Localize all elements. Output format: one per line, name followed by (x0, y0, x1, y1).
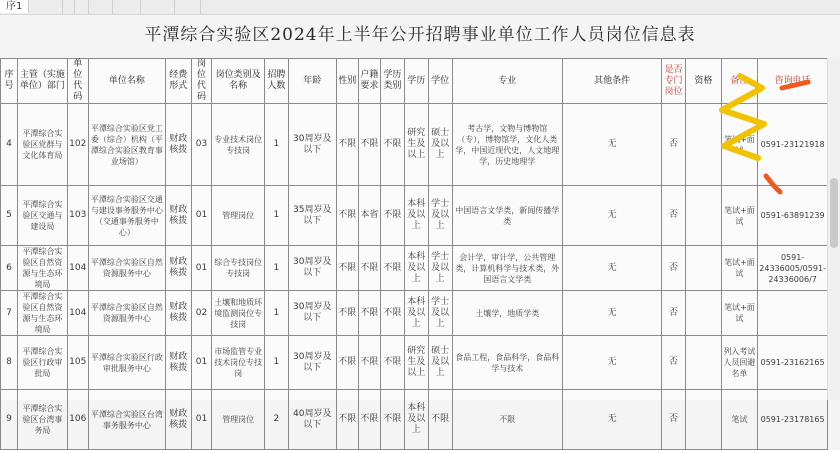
cell-hukou[interactable]: 不限 (358, 390, 380, 450)
column-divider (74, 0, 75, 14)
cell-hukou[interactable]: 本省 (358, 186, 380, 246)
cell-no[interactable]: 9 (1, 390, 18, 450)
cell-code[interactable]: 104 (67, 291, 88, 336)
cell-dept[interactable]: 平潭综合实验区自然资源与生态环境局 (18, 246, 68, 291)
cell-no[interactable]: 4 (1, 104, 18, 186)
cell-other[interactable]: 无 (563, 186, 662, 246)
cell-major[interactable]: 会计学，审计学，公共管理类，计算机科学与技术类，外国语言文学类 (452, 246, 563, 291)
cell-num[interactable]: 1 (264, 291, 288, 336)
header-cell[interactable]: 序号 (1, 59, 18, 104)
cell-sex[interactable]: 不限 (336, 104, 358, 186)
cell-post[interactable]: 01 (191, 390, 212, 450)
job-info-table (0, 58, 828, 450)
cell-post-name[interactable]: 管理岗位 (212, 390, 265, 450)
column-divider (174, 0, 175, 14)
cell-other[interactable]: 无 (563, 291, 662, 336)
cell-phone[interactable]: 0591-24336005/0591-24336006/7 (758, 246, 828, 291)
cell-phone[interactable]: 0591-23162165 (758, 336, 828, 390)
cell-remark[interactable]: 笔试+面试 (721, 246, 758, 291)
cell-fund[interactable]: 财政核拨 (166, 336, 192, 390)
cell-hukou[interactable]: 不限 (358, 246, 380, 291)
header-cell[interactable]: 岗位类别及名称 (212, 59, 265, 104)
cell-edu-type[interactable]: 不限 (381, 291, 405, 336)
spreadsheet (0, 58, 828, 435)
cell-dept[interactable]: 平潭综合实验区行政审批局 (18, 336, 68, 390)
cell-sex[interactable]: 不限 (336, 186, 358, 246)
header-cell[interactable]: 学历 (404, 59, 428, 104)
cell-post[interactable]: 02 (191, 291, 212, 336)
cell-qual[interactable] (685, 186, 721, 246)
cell-fund[interactable]: 财政核拨 (166, 390, 192, 450)
cell-degree[interactable]: 硕士及以上 (428, 336, 452, 390)
cell-edu-type[interactable]: 不限 (381, 246, 405, 291)
cell-post-name[interactable]: 市场监管专业技术岗位专技岗 (212, 336, 265, 390)
cell-qual[interactable] (685, 104, 721, 186)
header-cell[interactable]: 备注 (721, 59, 758, 104)
cell-hukou[interactable]: 不限 (358, 104, 380, 186)
column-divider (200, 0, 201, 14)
cell-age[interactable]: 40周岁及以下 (288, 390, 336, 450)
table-row[interactable] (1, 390, 828, 450)
cell-major[interactable]: 不限 (452, 390, 563, 450)
table-row[interactable] (1, 104, 828, 186)
header-cell[interactable]: 岗位代码 (191, 59, 212, 104)
header-cell[interactable]: 年龄 (288, 59, 336, 104)
cell-edu[interactable]: 本科及以上 (404, 246, 428, 291)
cell-hukou[interactable]: 不限 (358, 336, 380, 390)
table-row[interactable] (1, 336, 828, 390)
cell-edu[interactable]: 本科及以上 (404, 186, 428, 246)
cell-phone[interactable]: 0591-23121918 (758, 104, 828, 186)
table-row[interactable] (1, 246, 828, 291)
cell-num[interactable]: 1 (264, 336, 288, 390)
cell-qual[interactable] (685, 246, 721, 291)
header-cell[interactable]: 经费形式 (166, 59, 192, 104)
cell-num[interactable]: 2 (264, 390, 288, 450)
cell-post[interactable]: 01 (191, 246, 212, 291)
header-cell[interactable]: 招聘人数 (264, 59, 288, 104)
cell-special[interactable]: 否 (662, 104, 686, 186)
cell-special[interactable]: 否 (662, 246, 686, 291)
cell-age[interactable]: 30周岁及以下 (288, 336, 336, 390)
cell-remark[interactable]: 笔试+面试 (721, 104, 758, 186)
cell-edu-type[interactable]: 不限 (381, 186, 405, 246)
header-cell[interactable]: 户籍要求 (358, 59, 380, 104)
cell-special[interactable]: 否 (662, 291, 686, 336)
cell-fund[interactable]: 财政核拨 (166, 186, 192, 246)
cell-code[interactable]: 103 (67, 186, 88, 246)
cell-unit[interactable]: 平潭综合实验区自然资源服务中心 (88, 291, 165, 336)
cell-no[interactable]: 5 (1, 186, 18, 246)
cell-degree[interactable]: 学士及以上 (428, 246, 452, 291)
cell-post[interactable]: 01 (191, 186, 212, 246)
cell-reference-box[interactable]: 序1 (0, 0, 29, 13)
cell-special[interactable]: 否 (662, 390, 686, 450)
cell-dept[interactable]: 平潭综合实验区自然资源与生态环境局 (18, 291, 68, 336)
cell-unit[interactable]: 平潭综合实验区自然资源服务中心 (88, 246, 165, 291)
cell-post[interactable]: 01 (191, 336, 212, 390)
cell-no[interactable]: 8 (1, 336, 18, 390)
cell-special[interactable]: 否 (662, 186, 686, 246)
header-cell[interactable]: 性别 (336, 59, 358, 104)
column-divider (62, 0, 63, 14)
vertical-scrollbar[interactable] (827, 58, 840, 400)
header-cell[interactable]: 学位 (428, 59, 452, 104)
cell-remark[interactable]: 列入考试人员回避名单 (721, 336, 758, 390)
cell-remark[interactable]: 笔试 (721, 390, 758, 450)
header-cell[interactable]: 其他条件 (563, 59, 662, 104)
header-cell[interactable]: 主管（实施单位）部门 (18, 59, 68, 104)
column-divider (112, 0, 113, 14)
cell-other[interactable]: 无 (563, 336, 662, 390)
column-divider (88, 0, 89, 14)
cell-no[interactable]: 6 (1, 246, 18, 291)
cell-degree[interactable]: 学士及以上 (428, 186, 452, 246)
cell-other[interactable]: 无 (563, 390, 662, 450)
header-cell[interactable]: 单位名称 (88, 59, 165, 104)
cell-unit[interactable]: 平潭综合实验区台湾事务服务中心 (88, 390, 165, 450)
page-title: 平潭综合实验区2024年上半年公开招聘事业单位工作人员岗位信息表 (144, 25, 696, 45)
cell-phone[interactable]: 0591-63891239 (758, 186, 828, 246)
cell-major[interactable]: 中国语言文学类，新闻传播学类 (452, 186, 563, 246)
cell-edu-type[interactable]: 不限 (381, 104, 405, 186)
cell-code[interactable]: 104 (67, 246, 88, 291)
cell-edu[interactable]: 本科及以上 (404, 291, 428, 336)
cell-qual[interactable] (685, 291, 721, 336)
cell-phone[interactable] (758, 291, 828, 336)
cell-degree[interactable]: 学士及以上 (428, 291, 452, 336)
cell-sex[interactable]: 不限 (336, 336, 358, 390)
cell-edu[interactable]: 本科及以上 (404, 390, 428, 450)
cell-edu-type[interactable]: 不限 (381, 336, 405, 390)
cell-age[interactable]: 35周岁及以下 (288, 186, 336, 246)
cell-major[interactable]: 土壤学，地质学类 (452, 291, 563, 336)
cell-unit[interactable]: 平潭综合实验区交通与建设事务服务中心（交通事务服务中心） (88, 186, 165, 246)
cell-age[interactable]: 30周岁及以下 (288, 246, 336, 291)
cell-no[interactable]: 7 (1, 291, 18, 336)
cell-special[interactable]: 否 (662, 336, 686, 390)
cell-major[interactable]: 考古学，文物与博物馆（专），博物馆学，文化人类学，中国近现代史，人文地理学，历史地理学 (452, 104, 563, 186)
cell-age[interactable]: 30周岁及以下 (288, 104, 336, 186)
cell-fund[interactable]: 财政核拨 (166, 104, 192, 186)
column-divider (140, 0, 141, 14)
formula-bar (0, 0, 840, 15)
cell-degree[interactable]: 不限 (428, 390, 452, 450)
cell-edu[interactable]: 研究生及以上 (404, 336, 428, 390)
cell-unit[interactable]: 平潭综合实验区行政审批服务中心 (88, 336, 165, 390)
cell-unit[interactable]: 平潭综合实验区党工委（综合）机构（平潭综合实验区教育事业场馆） (88, 104, 165, 186)
cell-qual[interactable] (685, 390, 721, 450)
cell-remark[interactable]: 笔试+面试 (721, 291, 758, 336)
cell-fund[interactable]: 财政核拨 (166, 246, 192, 291)
table-header-row (1, 59, 828, 104)
cell-other[interactable]: 无 (563, 246, 662, 291)
cell-code[interactable]: 102 (67, 104, 88, 186)
cell-hukou[interactable]: 不限 (358, 291, 380, 336)
cell-post-name[interactable]: 专业技术岗位专技岗 (212, 104, 265, 186)
table-row[interactable] (1, 291, 828, 336)
header-cell[interactable]: 学历类别 (381, 59, 405, 104)
cell-num[interactable]: 1 (264, 104, 288, 186)
cell-post-name[interactable]: 综合专技岗位专技岗 (212, 246, 265, 291)
header-cell[interactable]: 是否专门岗位 (662, 59, 686, 104)
cell-edu[interactable]: 研究生及以上 (404, 104, 428, 186)
cell-dept[interactable]: 平潭综合实验区交通与建设局 (18, 186, 68, 246)
cell-edu-type[interactable]: 不限 (381, 390, 405, 450)
cell-num[interactable]: 1 (264, 246, 288, 291)
header-cell[interactable]: 专业 (452, 59, 563, 104)
cell-age[interactable]: 30周岁及以下 (288, 291, 336, 336)
cell-dept[interactable]: 平潭综合实验区台湾事务局 (18, 390, 68, 450)
header-cell[interactable]: 资格 (685, 59, 721, 104)
cell-degree[interactable]: 硕士及以上 (428, 104, 452, 186)
cell-post-name[interactable]: 管理岗位 (212, 186, 265, 246)
scrollbar-thumb[interactable] (830, 178, 838, 248)
table-row[interactable] (1, 186, 828, 246)
cell-sex[interactable]: 不限 (336, 291, 358, 336)
cell-qual[interactable] (685, 336, 721, 390)
cell-code[interactable]: 106 (67, 390, 88, 450)
cell-code[interactable]: 105 (67, 336, 88, 390)
cell-dept[interactable]: 平潭综合实验区党群与文化体育局 (18, 104, 68, 186)
cell-sex[interactable]: 不限 (336, 390, 358, 450)
cell-phone[interactable]: 0591-23178165 (758, 390, 828, 450)
cell-fund[interactable]: 财政核拨 (166, 291, 192, 336)
cell-num[interactable]: 1 (264, 186, 288, 246)
cell-post[interactable]: 03 (191, 104, 212, 186)
cell-post-name[interactable]: 土壤和地质环境监测岗位专技岗 (212, 291, 265, 336)
cell-major[interactable]: 食品工程，食品科学，食品科学与技术 (452, 336, 563, 390)
cell-sex[interactable]: 不限 (336, 246, 358, 291)
header-cell[interactable]: 单位代码 (67, 59, 88, 104)
cell-remark[interactable]: 笔试+面试 (721, 186, 758, 246)
header-cell[interactable]: 咨询电话 (758, 59, 828, 104)
cell-other[interactable]: 无 (563, 104, 662, 186)
